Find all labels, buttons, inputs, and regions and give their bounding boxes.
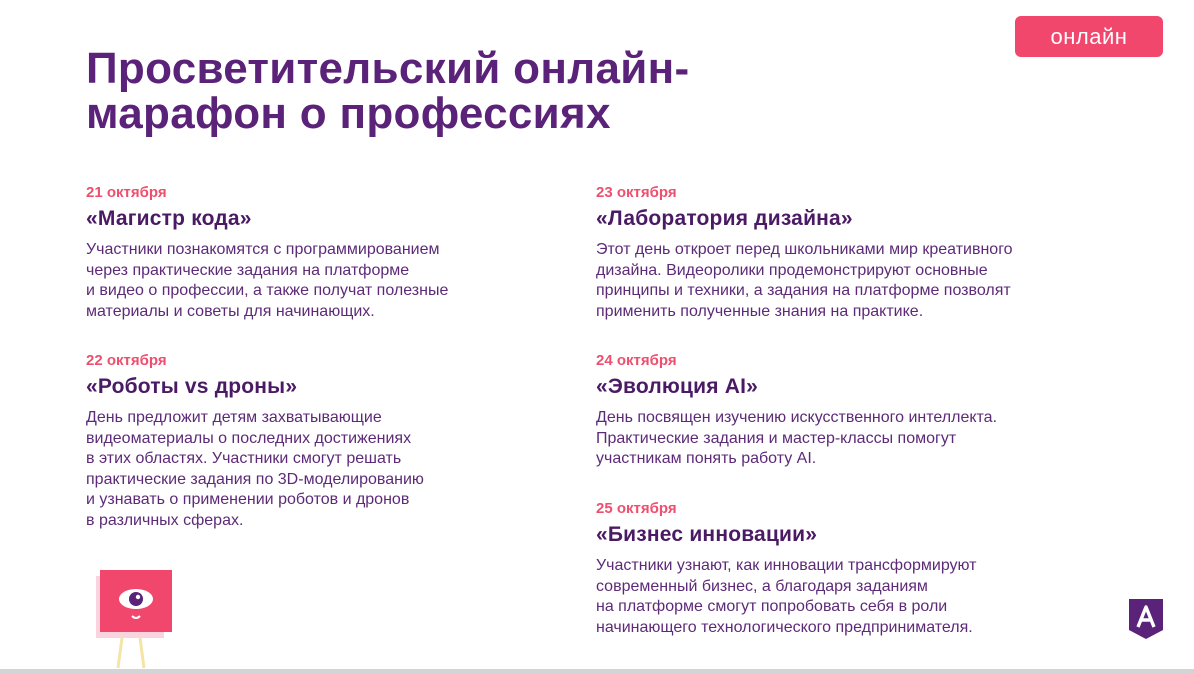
event-name: «Эволюция AI» — [596, 375, 759, 398]
title-line-1: Просветительский онлайн- — [86, 44, 690, 93]
event-card — [86, 352, 424, 531]
event-name: «Роботы vs дроны» — [86, 375, 298, 398]
event-card — [86, 184, 448, 322]
event-description: День посвящен изучению искусственного интеллекта. Практические задания и мастер-классы помогут участникам понять работу AI. — [596, 409, 998, 467]
logo-a-icon — [1129, 599, 1163, 639]
event-name: «Лаборатория дизайна» — [596, 207, 853, 230]
event-card — [596, 500, 977, 638]
event-card — [596, 352, 997, 470]
event-name: «Магистр кода» — [86, 207, 252, 230]
event-description: Участники познакомятся с программированием через практические задания на платформе и видео о профессии, а также получат полезные материалы и советы для начинающих. — [86, 241, 449, 320]
event-description: Участники узнают, как инновации трансформируют современный бизнес, а благодаря заданиям на платформе смогут попробовать себя в роли начинающего технологического предпринимателя. — [596, 557, 977, 636]
event-description: Этот день откроет перед школьниками мир креативного дизайна. Видеоролики продемонстрируют основные принципы и техники, а задания на платформе позволят применить полученные знания на практике. — [596, 241, 1013, 320]
event-date: 22 октября — [86, 352, 167, 369]
bottom-divider — [0, 669, 1194, 674]
event-date: 23 октября — [596, 184, 677, 201]
event-description: День предложит детям захватывающие видеоматериалы о последних достижениях в этих областях. Участники смогут решать практические задания по 3D-моделированию и узнавать о применении роботов и дронов в различных сферах. — [86, 409, 424, 529]
eye-mascot-icon — [92, 566, 178, 670]
event-name: «Бизнес инновации» — [596, 523, 818, 546]
event-card — [596, 184, 1013, 322]
title-line-2: марафон о профессиях — [86, 89, 611, 138]
page-title — [86, 46, 846, 136]
event-date: 21 октября — [86, 184, 167, 201]
event-date: 24 октября — [596, 352, 677, 369]
online-badge: онлайн — [1015, 16, 1163, 57]
event-date: 25 октября — [596, 500, 677, 517]
